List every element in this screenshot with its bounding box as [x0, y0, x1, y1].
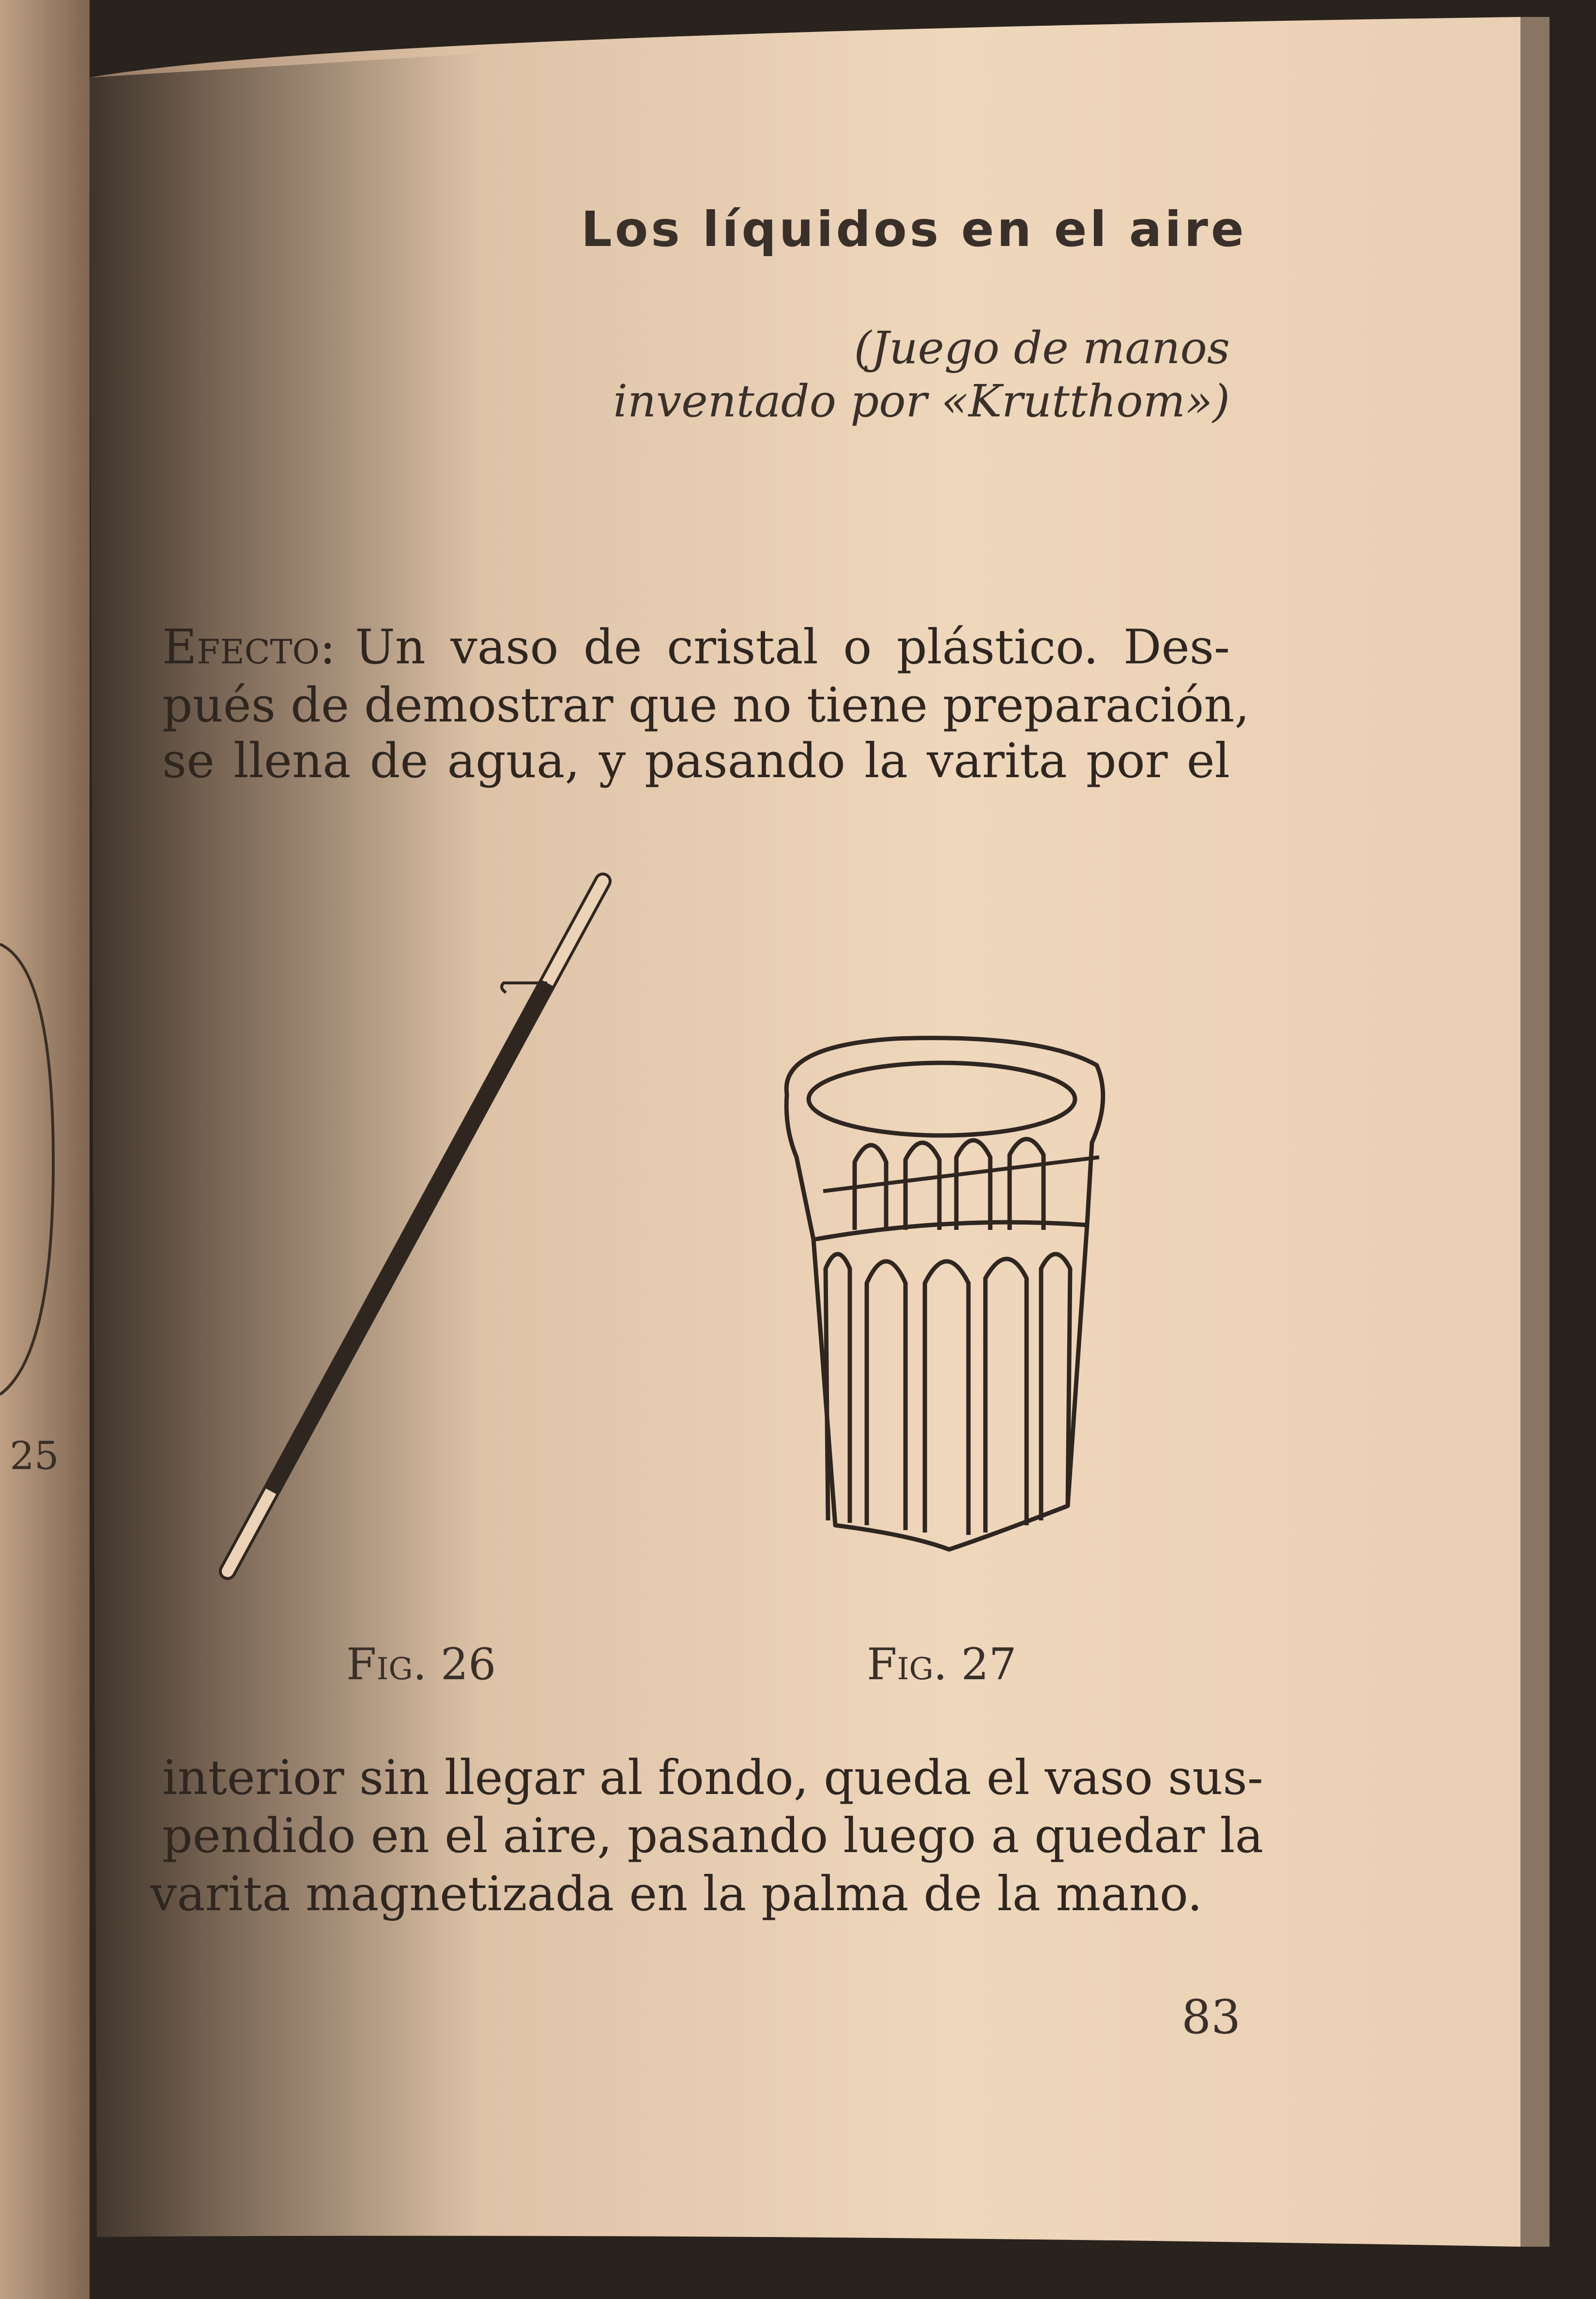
- left-page-number: 25: [10, 1433, 59, 1478]
- body-line-1: [162, 620, 1230, 675]
- body-line-5: pendido en el aire, pasando luego a quedar la: [162, 1809, 1264, 1864]
- body-line-2: pués de demostrar que no tiene preparación,: [162, 678, 1250, 733]
- body-line-3: se llena de agua, y pasando la varita por el: [162, 734, 1230, 789]
- figure-26-caption: Fig. 26: [346, 1639, 496, 1690]
- body-line-6: varita magnetizada en la palma de la mano.: [150, 1867, 1203, 1922]
- page-edge: [1520, 17, 1550, 2247]
- subtitle-line-2: inventado por «Krutthom»): [613, 375, 1230, 427]
- page-title: Los líquidos en el aire: [581, 201, 1247, 258]
- page-number: 83: [1182, 1990, 1241, 2044]
- left-page: [0, 0, 90, 2299]
- effect-label: Efecto:: [162, 620, 336, 675]
- body-line-4: interior sin llegar al fondo, queda el vaso sus-: [162, 1750, 1263, 1806]
- body-line-1-text: Un vaso de cristal o plástico. Des-: [355, 620, 1230, 675]
- figure-27-caption: Fig. 27: [867, 1639, 1017, 1690]
- subtitle-line-1: (Juego de manos: [854, 322, 1230, 374]
